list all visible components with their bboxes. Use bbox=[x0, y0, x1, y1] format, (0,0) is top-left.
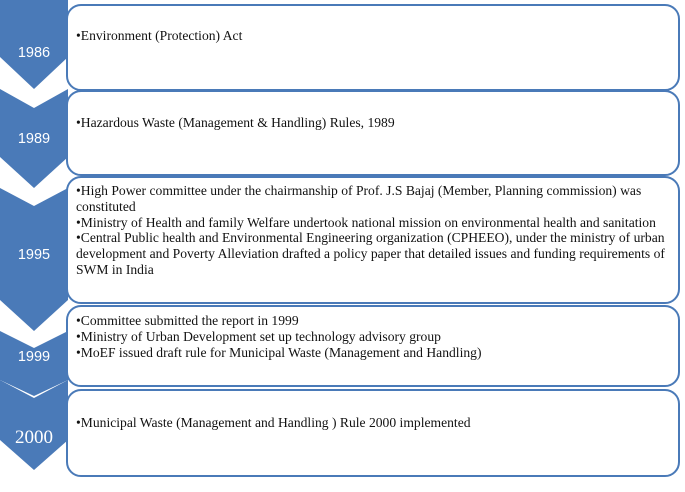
event-item: • High Power committee under the chairmanship of Prof. J.S Bajaj (Member, Planning commission) was constituted bbox=[76, 183, 668, 215]
event-box-1999 bbox=[66, 305, 680, 387]
year-2000: 2000 bbox=[15, 427, 53, 448]
event-item: • Environment (Protection) Act bbox=[76, 28, 668, 44]
year-1986: 1986 bbox=[17, 45, 51, 61]
year-1995: 1995 bbox=[17, 247, 51, 263]
event-box-2000 bbox=[66, 389, 680, 477]
event-item: • Hazardous Waste (Management & Handling) Rules, 1989 bbox=[76, 115, 668, 131]
event-item: • Committee submitted the report in 1999 bbox=[76, 313, 668, 329]
event-item: • Ministry of Urban Development set up technology advisory group bbox=[76, 329, 668, 345]
event-item: • MoEF issued draft rule for Municipal Waste (Management and Handling) bbox=[76, 345, 668, 361]
year-1989: 1989 bbox=[17, 131, 51, 147]
event-item: • Municipal Waste (Management and Handling ) Rule 2000 implemented bbox=[76, 415, 668, 431]
year-1999: 1999 bbox=[17, 349, 51, 365]
event-box-1986 bbox=[66, 4, 680, 91]
event-box-1995 bbox=[66, 176, 680, 304]
event-item: • Ministry of Health and family Welfare undertook national mission on environmental health and sanitation bbox=[76, 215, 668, 231]
event-item: • Central Public health and Environmental Engineering organization (CPHEEO), under the ministry of urban development and Poverty Alleviation drafted a policy paper that detailed issues and funding requirements of SWM in India bbox=[76, 230, 668, 277]
event-box-1989 bbox=[66, 90, 680, 176]
